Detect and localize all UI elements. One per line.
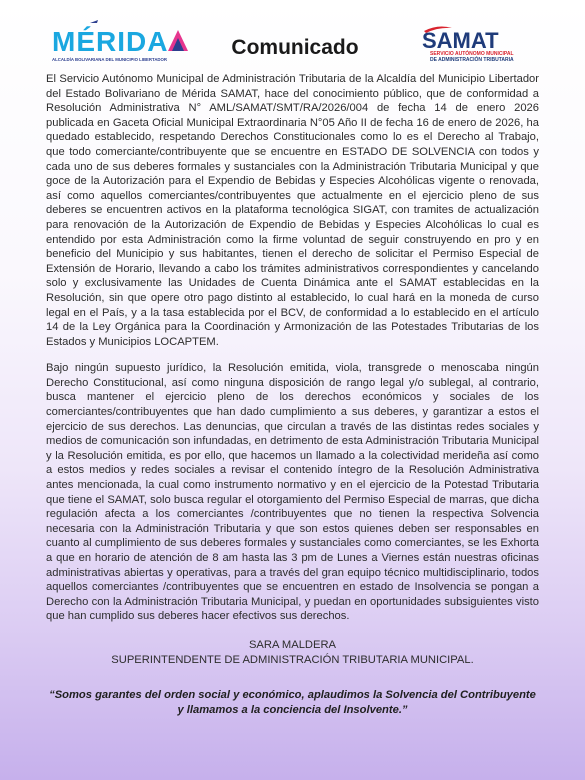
signatory-name: SARA MALDERA [248,638,337,651]
merida-accent-icon [90,20,98,23]
signatory-role: SUPERINTENDENTE DE ADMINISTRACIÓN TRIBUTARIA MUNICIPAL. [111,653,474,666]
samat-logo-subtitle-line1: SERVICIO AUTÓNOMO MUNICIPAL [430,51,514,57]
communique-body [46,72,539,717]
paragraph-2: Bajo ningún supuesto jurídico, la Resolución emitida, viola, transgrede o menoscaba ningún Derecho Constitucional, así como ninguna disposición de rango legal y/o sublegal, al contrario, busca mantener el ejercicio pleno de los derechos económicos y sociales de los comerciantes/contribuyentes que han dado cumplimiento a sus deberes, y garantizar a estos el ejercicio de sus derechos. Las denuncias, que circulan a través de las distintas redes sociales y medios de comunicación son infundadas, en detrimento de esta Administración Tributaria Municipal y la Resolución emitida, es por ello, que hacemos un llamado a la colectividad merideña así como a estos medios y redes sociales a revisar el contenido íntegro de la Resolución Administrativa antes mencionada, la cual como instrumento normativo y en el ejercicio de la Potestad Tributaria que tiene el SAMAT, solo busca regular el otorgamiento del Permiso Especial de marras, que dicha regulación afecta a los comerciantes /contribuyentes que no tienen la respectiva Solvencia necesaria con la Administración Tributaria y que son estos quienes deben ser responsables en cuanto al cumplimiento de sus deberes formales y sustanciales como comerciantes, se les Exhorta a que en horario de atención de 8 am hasta las 3 pm de Lunes a Viernes están nuestras oficinas administrativas abiertas y operativas, para a través del gran equipo técnico multidisciplinario, todos aquellos comerciantes /contribuyentes que se encuentren en estado de Insolvencia se pongan a Derecho con la Administración Tributaria Municipal, y puedan en oportunidades subsiguientes visto que han cumplido sus deberes hacer efectivos sus derechos. [46,362,539,623]
page-title: Comunicado [231,36,359,59]
merida-logo-word: MÉRIDA [52,26,169,57]
samat-logo [418,22,536,66]
samat-logo-word: SAMAT [422,28,499,53]
header [0,0,585,66]
merida-logo [50,20,200,64]
paragraph-1: El Servicio Autónomo Municipal de Administración Tributaria de la Alcaldía del Municipio Libertador del Estado Bolivariano de Mérida SAMAT, hace del conocimiento público, que de conformidad a Resolución Administrativa N° AML/SAMAT/SMT/RA/2026/004 de fecha 14 de enero 2026 publicada en Gaceta Oficial Municipal Extraordinaria N°05 Año II de fecha 16 de enero de 2026, ha quedado establecido, respetando Derechos Constitucionales como lo es el Derecho al Trabajo, que todo comerciante/contribuyente que se encuentre en ESTADO DE SOLVENCIA con todos y cada uno de sus deberes formales y sustanciales con la Administración Tributaria Municipal y que goce de la Autorización para el Expendio de Bebidas y Especies Alcohólicas vigente o renovada, así como aquellos comerciantes/contribuyentes que actualmente en el ejercicio pleno de sus deberes se encuentren activos en la plataforma tecnológica SIGAT, con tramites de actualización para renovación de la Autorización de Expendio de Bebidas y Especies Alcohólicas lo cual es entendido por esta Administración como la firme voluntad de seguir construyendo en pro y en beneficio del Municipio y sus habitantes, tienen el derecho de solicitar el Permiso Especial de Extensión de Horario, llevando a cabo los trámites administrativos correspondientes y cancelando solo y exclusivamente las Unidades de Cuenta Dinámica ante el SAMAT establecidas en la Resolución, sin que opere otro pago distinto al establecido, lo cual hará en la moneda de curso legal en el País, y a la tasa establecida por el BCV, de conformidad a lo establecido en el artículo 14 de la Ley Orgánica para la Coordinación y Armonización de las Potestades Tributarias de los Estados y Municipios LOCAPTEM. [46,73,539,348]
closing-quote: “Somos garantes del orden social y económico, aplaudimos la Solvencia del Contribuyente y llamamos a la conciencia del Insolvente.” [49,688,536,716]
samat-logo-subtitle-line2: DE ADMINISTRACIÓN TRIBUTARIA [430,57,514,63]
merida-logo-subtitle: ALCALDÍA BOLIVARIANA DEL MUNICIPIO LIBERTADOR [52,57,167,62]
signature-block [46,638,539,668]
